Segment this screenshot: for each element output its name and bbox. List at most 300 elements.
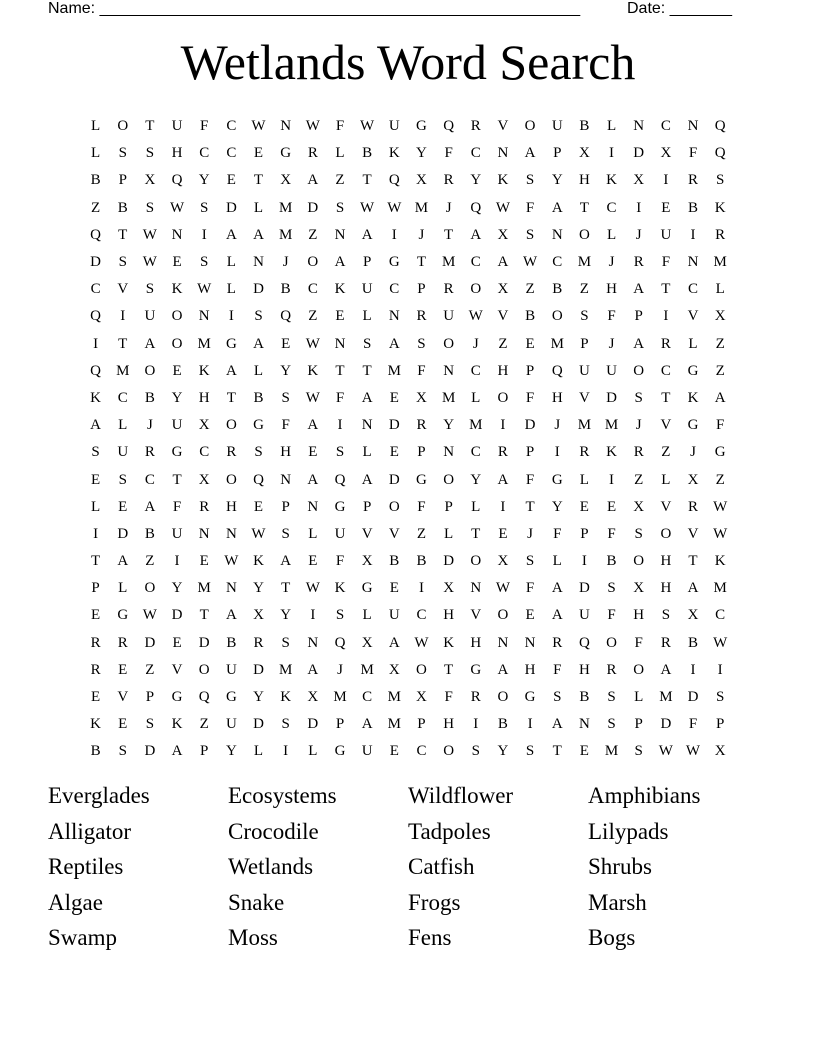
- grid-letter[interactable]: N: [497, 145, 509, 162]
- grid-letter[interactable]: R: [416, 417, 427, 434]
- grid-letter[interactable]: J: [635, 417, 642, 434]
- grid-letter[interactable]: N: [524, 634, 536, 651]
- grid-letter[interactable]: Q: [198, 689, 210, 706]
- grid-letter[interactable]: R: [90, 661, 101, 678]
- grid-letter[interactable]: O: [497, 689, 509, 706]
- grid-letter[interactable]: O: [633, 362, 645, 379]
- grid-letter[interactable]: Z: [145, 661, 155, 678]
- grid-letter[interactable]: R: [443, 281, 454, 298]
- grid-letter[interactable]: S: [417, 335, 426, 352]
- grid-letter[interactable]: R: [633, 254, 644, 271]
- grid-letter[interactable]: A: [253, 335, 264, 352]
- grid-letter[interactable]: A: [307, 172, 319, 189]
- grid-letter[interactable]: S: [553, 689, 562, 706]
- grid-letter[interactable]: E: [253, 145, 264, 162]
- grid-letter[interactable]: U: [117, 444, 129, 461]
- grid-letter[interactable]: I: [500, 417, 506, 434]
- grid-letter[interactable]: P: [553, 145, 562, 162]
- grid-letter[interactable]: C: [307, 281, 318, 298]
- grid-letter[interactable]: U: [225, 716, 237, 733]
- grid-letter[interactable]: W: [468, 308, 483, 325]
- grid-letter[interactable]: E: [525, 335, 535, 352]
- grid-letter[interactable]: O: [443, 743, 455, 760]
- grid-letter[interactable]: O: [388, 498, 400, 515]
- grid-letter[interactable]: A: [361, 716, 373, 733]
- grid-letter[interactable]: Q: [280, 308, 292, 325]
- grid-letter[interactable]: F: [335, 389, 345, 406]
- grid-letter[interactable]: I: [500, 498, 506, 515]
- grid-letter[interactable]: I: [717, 661, 723, 678]
- grid-letter[interactable]: I: [418, 580, 424, 597]
- grid-letter[interactable]: M: [387, 716, 401, 733]
- grid-letter[interactable]: D: [443, 553, 455, 570]
- grid-letter[interactable]: Z: [715, 335, 725, 352]
- grid-letter[interactable]: A: [253, 226, 264, 243]
- grid-letter[interactable]: Q: [388, 172, 400, 189]
- grid-letter[interactable]: K: [687, 389, 699, 406]
- grid-letter[interactable]: A: [497, 254, 509, 271]
- grid-letter[interactable]: J: [527, 525, 533, 542]
- grid-letter[interactable]: I: [391, 226, 397, 243]
- grid-letter[interactable]: G: [225, 689, 237, 706]
- grid-letter[interactable]: C: [470, 145, 481, 162]
- grid-letter[interactable]: L: [634, 689, 644, 706]
- grid-letter[interactable]: S: [145, 716, 155, 733]
- grid-letter[interactable]: F: [607, 308, 616, 325]
- grid-letter[interactable]: O: [524, 118, 536, 135]
- grid-letter[interactable]: G: [416, 471, 427, 488]
- grid-letter[interactable]: S: [525, 743, 535, 760]
- grid-letter[interactable]: M: [469, 417, 483, 434]
- grid-letter[interactable]: M: [441, 389, 456, 406]
- grid-letter[interactable]: I: [663, 308, 669, 325]
- grid-letter[interactable]: N: [307, 634, 319, 651]
- grid-letter[interactable]: L: [362, 308, 372, 325]
- grid-letter[interactable]: L: [118, 580, 128, 597]
- grid-letter[interactable]: F: [553, 525, 562, 542]
- grid-letter[interactable]: Q: [714, 145, 726, 162]
- grid-letter[interactable]: B: [362, 145, 373, 162]
- grid-letter[interactable]: A: [388, 634, 400, 651]
- grid-letter[interactable]: R: [470, 689, 481, 706]
- grid-letter[interactable]: D: [524, 417, 536, 434]
- grid-letter[interactable]: U: [606, 362, 617, 379]
- grid-letter[interactable]: S: [716, 172, 725, 189]
- grid-letter[interactable]: A: [551, 716, 563, 733]
- grid-letter[interactable]: L: [444, 525, 454, 542]
- grid-letter[interactable]: U: [144, 308, 156, 325]
- grid-letter[interactable]: A: [660, 661, 672, 678]
- grid-letter[interactable]: J: [418, 226, 425, 243]
- grid-letter[interactable]: Z: [525, 281, 535, 298]
- grid-letter[interactable]: W: [360, 118, 375, 135]
- grid-letter[interactable]: W: [713, 525, 728, 542]
- grid-letter[interactable]: E: [90, 471, 101, 488]
- grid-letter[interactable]: E: [118, 498, 128, 515]
- grid-letter[interactable]: E: [389, 743, 399, 760]
- grid-letter[interactable]: V: [171, 661, 183, 678]
- grid-letter[interactable]: Q: [470, 199, 482, 216]
- grid-letter[interactable]: Z: [308, 308, 318, 325]
- grid-letter[interactable]: R: [470, 118, 481, 135]
- grid-letter[interactable]: T: [172, 471, 182, 488]
- grid-letter[interactable]: F: [716, 417, 725, 434]
- grid-letter[interactable]: A: [361, 226, 373, 243]
- grid-letter[interactable]: P: [417, 444, 426, 461]
- grid-letter[interactable]: A: [225, 607, 237, 624]
- grid-letter[interactable]: J: [146, 417, 153, 434]
- grid-letter[interactable]: L: [253, 362, 264, 379]
- grid-letter[interactable]: A: [144, 498, 156, 515]
- grid-letter[interactable]: P: [362, 254, 372, 271]
- grid-letter[interactable]: O: [470, 553, 482, 570]
- grid-letter[interactable]: H: [225, 498, 237, 515]
- grid-letter[interactable]: X: [198, 417, 210, 434]
- grid-letter[interactable]: K: [714, 553, 726, 570]
- grid-letter[interactable]: W: [251, 525, 266, 542]
- grid-letter[interactable]: Y: [497, 743, 509, 760]
- grid-letter[interactable]: C: [389, 281, 400, 298]
- grid-letter[interactable]: I: [473, 716, 479, 733]
- grid-letter[interactable]: I: [554, 444, 560, 461]
- grid-letter[interactable]: O: [198, 661, 210, 678]
- grid-letter[interactable]: K: [334, 580, 346, 597]
- grid-letter[interactable]: E: [172, 254, 182, 271]
- grid-letter[interactable]: X: [660, 145, 672, 162]
- grid-letter[interactable]: J: [282, 254, 289, 271]
- grid-letter[interactable]: N: [687, 254, 699, 271]
- grid-letter[interactable]: C: [470, 444, 481, 461]
- grid-letter[interactable]: S: [118, 145, 127, 162]
- grid-letter[interactable]: X: [144, 172, 156, 189]
- grid-letter[interactable]: N: [253, 254, 264, 271]
- grid-letter[interactable]: O: [144, 580, 156, 597]
- grid-letter[interactable]: V: [497, 118, 509, 135]
- grid-letter[interactable]: N: [280, 471, 292, 488]
- grid-letter[interactable]: B: [416, 553, 427, 570]
- grid-letter[interactable]: S: [145, 145, 155, 162]
- grid-letter[interactable]: A: [551, 580, 563, 597]
- grid-letter[interactable]: D: [253, 716, 264, 733]
- grid-letter[interactable]: N: [633, 118, 645, 135]
- grid-letter[interactable]: V: [117, 281, 129, 298]
- grid-letter[interactable]: I: [690, 226, 696, 243]
- grid-letter[interactable]: S: [281, 525, 290, 542]
- grid-letter[interactable]: S: [525, 226, 535, 243]
- grid-letter[interactable]: A: [225, 226, 237, 243]
- grid-letter[interactable]: B: [144, 389, 155, 406]
- grid-letter[interactable]: A: [551, 199, 563, 216]
- grid-letter[interactable]: A: [633, 335, 645, 352]
- grid-letter[interactable]: G: [253, 417, 264, 434]
- grid-letter[interactable]: Y: [225, 743, 237, 760]
- grid-letter[interactable]: M: [414, 199, 429, 216]
- grid-letter[interactable]: W: [713, 498, 728, 515]
- grid-letter[interactable]: L: [226, 254, 236, 271]
- grid-letter[interactable]: L: [552, 553, 562, 570]
- grid-letter[interactable]: P: [525, 362, 535, 379]
- grid-letter[interactable]: A: [307, 417, 319, 434]
- grid-letter[interactable]: W: [658, 743, 673, 760]
- grid-letter[interactable]: M: [279, 226, 293, 243]
- grid-letter[interactable]: F: [688, 145, 698, 162]
- grid-letter[interactable]: V: [660, 498, 672, 515]
- grid-letter[interactable]: N: [388, 308, 400, 325]
- grid-letter[interactable]: Q: [90, 226, 101, 243]
- grid-letter[interactable]: B: [552, 281, 563, 298]
- grid-letter[interactable]: U: [578, 362, 590, 379]
- grid-letter[interactable]: A: [225, 362, 237, 379]
- grid-letter[interactable]: R: [443, 172, 454, 189]
- grid-letter[interactable]: P: [634, 716, 643, 733]
- grid-letter[interactable]: S: [118, 743, 127, 760]
- name-field[interactable]: Name: ______________________________________________________: [48, 0, 581, 17]
- grid-letter[interactable]: E: [606, 498, 617, 515]
- grid-letter[interactable]: E: [90, 689, 101, 706]
- grid-letter[interactable]: Z: [715, 471, 725, 488]
- grid-letter[interactable]: G: [225, 335, 237, 352]
- grid-letter[interactable]: F: [417, 362, 426, 379]
- grid-letter[interactable]: R: [253, 634, 264, 651]
- grid-letter[interactable]: S: [607, 689, 616, 706]
- grid-letter[interactable]: L: [308, 743, 318, 760]
- grid-letter[interactable]: W: [142, 607, 157, 624]
- grid-letter[interactable]: B: [226, 634, 237, 651]
- grid-letter[interactable]: R: [579, 444, 590, 461]
- grid-letter[interactable]: Y: [253, 580, 264, 597]
- grid-letter[interactable]: X: [361, 634, 373, 651]
- grid-letter[interactable]: H: [470, 634, 482, 651]
- grid-letter[interactable]: E: [199, 553, 209, 570]
- date-field[interactable]: Date: _______: [627, 0, 732, 17]
- grid-letter[interactable]: Q: [253, 471, 264, 488]
- grid-letter[interactable]: T: [281, 580, 291, 597]
- grid-letter[interactable]: Z: [416, 525, 427, 542]
- grid-letter[interactable]: J: [472, 335, 479, 352]
- grid-letter[interactable]: X: [280, 172, 292, 189]
- grid-letter[interactable]: V: [497, 308, 509, 325]
- grid-letter[interactable]: F: [200, 118, 209, 135]
- grid-letter[interactable]: B: [688, 199, 699, 216]
- grid-letter[interactable]: I: [690, 661, 696, 678]
- grid-letter[interactable]: G: [171, 444, 183, 461]
- grid-letter[interactable]: H: [578, 172, 590, 189]
- grid-letter[interactable]: F: [607, 525, 616, 542]
- grid-letter[interactable]: A: [714, 389, 726, 406]
- grid-letter[interactable]: B: [144, 525, 155, 542]
- grid-letter[interactable]: C: [362, 689, 373, 706]
- grid-letter[interactable]: D: [307, 199, 319, 216]
- grid-letter[interactable]: O: [117, 118, 129, 135]
- grid-letter[interactable]: S: [525, 553, 535, 570]
- grid-letter[interactable]: L: [118, 417, 128, 434]
- grid-letter[interactable]: C: [715, 607, 726, 624]
- grid-letter[interactable]: A: [334, 254, 346, 271]
- grid-letter[interactable]: K: [388, 145, 400, 162]
- grid-letter[interactable]: W: [305, 335, 320, 352]
- grid-letter[interactable]: U: [388, 607, 400, 624]
- grid-letter[interactable]: N: [307, 498, 319, 515]
- grid-letter[interactable]: L: [579, 471, 589, 488]
- grid-letter[interactable]: O: [171, 308, 183, 325]
- grid-letter[interactable]: S: [145, 199, 155, 216]
- grid-letter[interactable]: T: [362, 362, 372, 379]
- grid-letter[interactable]: L: [335, 145, 345, 162]
- grid-letter[interactable]: T: [199, 607, 209, 624]
- grid-letter[interactable]: T: [661, 389, 671, 406]
- grid-letter[interactable]: G: [361, 580, 373, 597]
- grid-letter[interactable]: W: [251, 118, 266, 135]
- grid-letter[interactable]: P: [444, 498, 453, 515]
- grid-letter[interactable]: Q: [334, 634, 346, 651]
- grid-letter[interactable]: C: [660, 362, 671, 379]
- grid-letter[interactable]: C: [199, 145, 210, 162]
- grid-letter[interactable]: X: [416, 689, 427, 706]
- grid-letter[interactable]: U: [388, 118, 400, 135]
- grid-letter[interactable]: K: [198, 362, 210, 379]
- grid-letter[interactable]: J: [554, 417, 561, 434]
- grid-letter[interactable]: A: [497, 661, 509, 678]
- grid-letter[interactable]: Z: [661, 444, 671, 461]
- grid-letter[interactable]: K: [90, 716, 101, 733]
- grid-letter[interactable]: S: [525, 172, 535, 189]
- grid-letter[interactable]: O: [633, 661, 645, 678]
- grid-letter[interactable]: F: [553, 661, 562, 678]
- grid-letter[interactable]: G: [171, 689, 183, 706]
- grid-letter[interactable]: T: [226, 389, 236, 406]
- grid-letter[interactable]: F: [335, 553, 345, 570]
- grid-letter[interactable]: F: [607, 607, 616, 624]
- grid-letter[interactable]: M: [197, 580, 211, 597]
- grid-letter[interactable]: G: [524, 689, 536, 706]
- grid-letter[interactable]: P: [716, 716, 725, 733]
- grid-letter[interactable]: N: [334, 335, 346, 352]
- grid-letter[interactable]: H: [660, 580, 672, 597]
- grid-letter[interactable]: S: [254, 444, 263, 461]
- grid-letter[interactable]: O: [497, 389, 509, 406]
- grid-letter[interactable]: D: [578, 580, 590, 597]
- grid-letter[interactable]: V: [687, 525, 699, 542]
- grid-letter[interactable]: X: [497, 281, 509, 298]
- grid-letter[interactable]: X: [361, 553, 373, 570]
- grid-letter[interactable]: M: [387, 362, 401, 379]
- grid-letter[interactable]: W: [142, 254, 157, 271]
- grid-letter[interactable]: Z: [498, 335, 508, 352]
- grid-letter[interactable]: J: [635, 226, 642, 243]
- grid-letter[interactable]: O: [416, 661, 427, 678]
- grid-letter[interactable]: W: [224, 553, 239, 570]
- grid-letter[interactable]: A: [361, 389, 373, 406]
- grid-letter[interactable]: U: [578, 607, 590, 624]
- grid-letter[interactable]: I: [120, 308, 126, 325]
- grid-letter[interactable]: T: [90, 553, 101, 570]
- grid-letter[interactable]: D: [253, 661, 264, 678]
- grid-letter[interactable]: C: [688, 281, 699, 298]
- grid-letter[interactable]: K: [714, 199, 726, 216]
- grid-letter[interactable]: K: [280, 689, 292, 706]
- grid-letter[interactable]: S: [118, 471, 127, 488]
- grid-letter[interactable]: P: [417, 281, 426, 298]
- grid-letter[interactable]: A: [307, 471, 319, 488]
- grid-letter[interactable]: G: [714, 444, 726, 461]
- grid-letter[interactable]: E: [281, 335, 291, 352]
- grid-letter[interactable]: X: [198, 471, 210, 488]
- grid-letter[interactable]: C: [226, 145, 237, 162]
- grid-letter[interactable]: C: [470, 362, 481, 379]
- grid-letter[interactable]: Z: [579, 281, 589, 298]
- grid-letter[interactable]: L: [661, 471, 671, 488]
- grid-letter[interactable]: B: [90, 743, 101, 760]
- grid-letter[interactable]: P: [335, 716, 345, 733]
- grid-letter[interactable]: I: [93, 525, 99, 542]
- grid-letter[interactable]: F: [444, 145, 453, 162]
- grid-letter[interactable]: E: [308, 553, 318, 570]
- grid-letter[interactable]: B: [579, 118, 590, 135]
- grid-letter[interactable]: X: [633, 172, 645, 189]
- grid-letter[interactable]: E: [118, 661, 128, 678]
- grid-letter[interactable]: X: [307, 689, 319, 706]
- grid-letter[interactable]: Y: [280, 607, 292, 624]
- grid-letter[interactable]: O: [171, 335, 183, 352]
- grid-letter[interactable]: Z: [145, 553, 155, 570]
- grid-letter[interactable]: F: [525, 199, 535, 216]
- grid-letter[interactable]: A: [171, 743, 183, 760]
- grid-letter[interactable]: S: [281, 389, 290, 406]
- grid-letter[interactable]: I: [201, 226, 207, 243]
- grid-letter[interactable]: B: [606, 553, 617, 570]
- grid-letter[interactable]: N: [551, 226, 563, 243]
- grid-letter[interactable]: H: [443, 716, 455, 733]
- grid-letter[interactable]: I: [527, 716, 533, 733]
- grid-letter[interactable]: E: [389, 389, 399, 406]
- grid-letter[interactable]: G: [687, 362, 699, 379]
- grid-letter[interactable]: R: [199, 498, 210, 515]
- grid-letter[interactable]: F: [525, 389, 535, 406]
- grid-letter[interactable]: Q: [171, 172, 183, 189]
- grid-letter[interactable]: T: [362, 172, 372, 189]
- grid-letter[interactable]: A: [470, 226, 482, 243]
- grid-letter[interactable]: A: [307, 661, 319, 678]
- grid-letter[interactable]: S: [335, 444, 345, 461]
- grid-letter[interactable]: C: [90, 281, 101, 298]
- grid-letter[interactable]: C: [144, 471, 155, 488]
- grid-letter[interactable]: H: [606, 281, 617, 298]
- grid-letter[interactable]: I: [663, 172, 669, 189]
- grid-letter[interactable]: F: [661, 254, 671, 271]
- grid-letter[interactable]: U: [225, 661, 237, 678]
- grid-letter[interactable]: N: [225, 525, 237, 542]
- grid-letter[interactable]: T: [661, 281, 671, 298]
- grid-letter[interactable]: E: [661, 199, 671, 216]
- grid-letter[interactable]: L: [606, 118, 617, 135]
- grid-letter[interactable]: O: [225, 471, 237, 488]
- grid-letter[interactable]: P: [118, 172, 127, 189]
- grid-letter[interactable]: N: [198, 308, 210, 325]
- grid-letter[interactable]: S: [118, 254, 127, 271]
- grid-letter[interactable]: H: [443, 607, 455, 624]
- grid-letter[interactable]: K: [171, 281, 183, 298]
- grid-letter[interactable]: J: [337, 661, 343, 678]
- grid-letter[interactable]: N: [361, 417, 373, 434]
- grid-letter[interactable]: O: [633, 553, 645, 570]
- grid-letter[interactable]: G: [416, 118, 427, 135]
- grid-letter[interactable]: L: [253, 199, 264, 216]
- grid-letter[interactable]: U: [551, 118, 563, 135]
- grid-letter[interactable]: A: [687, 580, 699, 597]
- grid-letter[interactable]: D: [307, 716, 319, 733]
- grid-letter[interactable]: R: [90, 634, 101, 651]
- grid-letter[interactable]: X: [497, 226, 509, 243]
